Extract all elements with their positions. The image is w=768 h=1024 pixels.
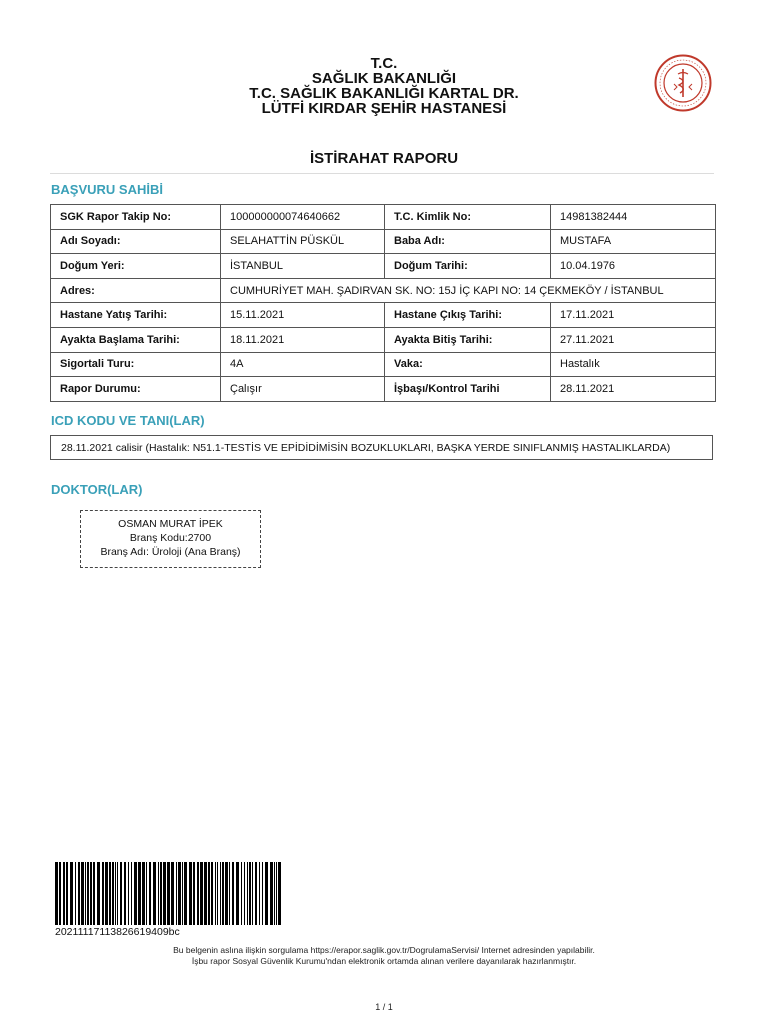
doctor-branch-code: Branş Kodu:2700 — [129, 532, 212, 544]
barcode-bar — [146, 862, 147, 925]
table-row — [51, 303, 716, 328]
field-value: Hastalık — [551, 352, 716, 377]
barcode-bar — [197, 862, 199, 925]
barcode-bar — [208, 862, 210, 925]
barcode-bar — [225, 862, 228, 925]
icd-diagnosis: 28.11.2021 calisir (Hastalık: N51.1-TESTİS VE EPİDİDİMİSİN BOZUKLUKLARI, BAŞKA YERDE SINIFLANMIŞ HASTALIKLARDA) — [50, 435, 713, 460]
field-label: Adı Soyadı: — [51, 229, 221, 254]
field-value: İSTANBUL — [221, 254, 385, 279]
field-label: Ayakta Başlama Tarihi: — [51, 327, 221, 352]
barcode-bar — [124, 862, 126, 925]
barcode-bar — [55, 862, 58, 925]
barcode-bar — [149, 862, 151, 925]
page-number: 1 / 1 — [375, 1002, 393, 1012]
field-value: 18.11.2021 — [221, 327, 385, 352]
barcode-bar — [105, 862, 108, 925]
barcode-bar — [102, 862, 104, 925]
barcode-bar — [262, 862, 263, 925]
barcode-bar — [220, 862, 221, 925]
table-row — [51, 229, 716, 254]
barcode-bar — [171, 862, 174, 925]
field-value: 100000000074640662 — [221, 205, 385, 230]
doctor-card — [80, 510, 261, 568]
table-row — [51, 205, 716, 230]
table-row — [51, 352, 716, 377]
barcode-bar — [193, 862, 195, 925]
table-row — [51, 377, 716, 402]
barcode-bar — [109, 862, 111, 925]
field-label: Sigortali Turu: — [51, 352, 221, 377]
barcode-bar — [259, 862, 260, 925]
barcode-bar — [134, 862, 137, 925]
field-label: Baba Adı: — [385, 229, 551, 254]
field-label: T.C. Kimlik No: — [385, 205, 551, 230]
barcode-bar — [128, 862, 129, 925]
section-title-doctors: DOKTOR(LAR) — [51, 482, 143, 497]
barcode-bar — [167, 862, 170, 925]
barcode — [55, 862, 282, 925]
field-value: MUSTAFA — [551, 229, 716, 254]
barcode-bar — [158, 862, 159, 925]
barcode-bar — [153, 862, 156, 925]
doctor-name: OSMAN MURAT İPEK — [118, 518, 223, 530]
barcode-bar — [87, 862, 89, 925]
barcode-bar — [249, 862, 251, 925]
field-label: Adres: — [51, 278, 221, 303]
field-value: 15.11.2021 — [221, 303, 385, 328]
barcode-bar — [85, 862, 86, 925]
section-title-icd: ICD KODU VE TANI(LAR) — [51, 413, 205, 428]
barcode-bar — [81, 862, 84, 925]
ministry-of-health-seal-icon — [654, 54, 712, 112]
report-title: İSTİRAHAT RAPORU — [309, 150, 459, 167]
barcode-bar — [244, 862, 245, 925]
field-label: Ayakta Bitiş Tarihi: — [385, 327, 551, 352]
barcode-bar — [215, 862, 216, 925]
barcode-bar — [274, 862, 275, 925]
barcode-text: 20211117113826619409bc — [55, 926, 180, 938]
table-row — [51, 254, 716, 279]
field-value: SELAHATTİN PÜSKÜL — [221, 229, 385, 254]
barcode-bar — [229, 862, 230, 925]
field-label: Vaka: — [385, 352, 551, 377]
barcode-bar — [189, 862, 192, 925]
field-label: Rapor Durumu: — [51, 377, 221, 402]
barcode-bar — [178, 862, 181, 925]
barcode-bar — [112, 862, 114, 925]
barcode-bar — [93, 862, 95, 925]
barcode-bar — [75, 862, 76, 925]
barcode-bar — [90, 862, 92, 925]
barcode-bar — [211, 862, 213, 925]
barcode-bar — [120, 862, 122, 925]
barcode-bar — [236, 862, 239, 925]
field-value: 17.11.2021 — [551, 303, 716, 328]
barcode-bar — [97, 862, 100, 925]
header-line: SAĞLIK BAKANLIĞI — [311, 70, 457, 87]
field-value: 14981382444 — [551, 205, 716, 230]
barcode-bar — [182, 862, 183, 925]
field-label: Hastane Yatış Tarihi: — [51, 303, 221, 328]
field-label: Doğum Tarihi: — [385, 254, 551, 279]
field-label: İşbaşı/Kontrol Tarihi — [385, 377, 551, 402]
barcode-bar — [78, 862, 80, 925]
barcode-bar — [176, 862, 177, 925]
barcode-bar — [184, 862, 187, 925]
barcode-bar — [163, 862, 166, 925]
barcode-bar — [232, 862, 234, 925]
field-value: Çalışır — [221, 377, 385, 402]
barcode-bar — [270, 862, 273, 925]
barcode-bar — [265, 862, 268, 925]
barcode-bar — [252, 862, 253, 925]
field-value: 4A — [221, 352, 385, 377]
document-header — [0, 56, 768, 116]
barcode-bar — [217, 862, 218, 925]
barcode-bar — [66, 862, 68, 925]
barcode-bar — [117, 862, 118, 925]
barcode-bar — [222, 862, 224, 925]
applicant-table — [50, 204, 716, 402]
barcode-bar — [70, 862, 73, 925]
field-value: 27.11.2021 — [551, 327, 716, 352]
barcode-bar — [115, 862, 116, 925]
table-row — [51, 278, 716, 303]
header-line: T.C. — [370, 55, 398, 72]
footer-line-verification: Bu belgenin aslına ilişkin sorgulama https://erapor.saglik.gov.tr/DogrulamaServisi/ Internet adresinden yapılabilir. — [173, 945, 595, 955]
barcode-bar — [241, 862, 242, 925]
barcode-bar — [142, 862, 145, 925]
field-label: Hastane Çıkış Tarihi: — [385, 303, 551, 328]
field-label: SGK Rapor Takip No: — [51, 205, 221, 230]
barcode-bar — [63, 862, 65, 925]
barcode-bar — [138, 862, 141, 925]
table-row — [51, 327, 716, 352]
barcode-bar — [200, 862, 203, 925]
doctor-branch-name: Branş Adı: Üroloji (Ana Branş) — [100, 546, 241, 558]
barcode-bar — [59, 862, 61, 925]
section-title-applicant: BAŞVURU SAHİBİ — [51, 182, 163, 197]
barcode-bar — [160, 862, 162, 925]
barcode-bar — [255, 862, 257, 925]
barcode-bar — [131, 862, 132, 925]
footer-line-disclaimer: İşbu rapor Sosyal Güvenlik Kurumu'ndan elektronik ortamda alınan verilere dayanılarak hazırlanmıştır. — [191, 956, 577, 966]
barcode-bar — [278, 862, 281, 925]
field-value: 28.11.2021 — [551, 377, 716, 402]
field-value: CUMHURİYET MAH. ŞADIRVAN SK. NO: 15J İÇ KAPI NO: 14 ÇEKMEKÖY / İSTANBUL — [221, 278, 716, 303]
barcode-bar — [276, 862, 277, 925]
header-line: LÜTFİ KIRDAR ŞEHİR HASTANESİ — [261, 100, 507, 117]
header-line: T.C. SAĞLIK BAKANLIĞI KARTAL DR. — [249, 85, 519, 102]
footer-note — [0, 945, 768, 967]
title-divider — [50, 173, 714, 174]
field-value: 10.04.1976 — [551, 254, 716, 279]
barcode-bar — [247, 862, 248, 925]
barcode-bar — [204, 862, 207, 925]
field-label: Doğum Yeri: — [51, 254, 221, 279]
